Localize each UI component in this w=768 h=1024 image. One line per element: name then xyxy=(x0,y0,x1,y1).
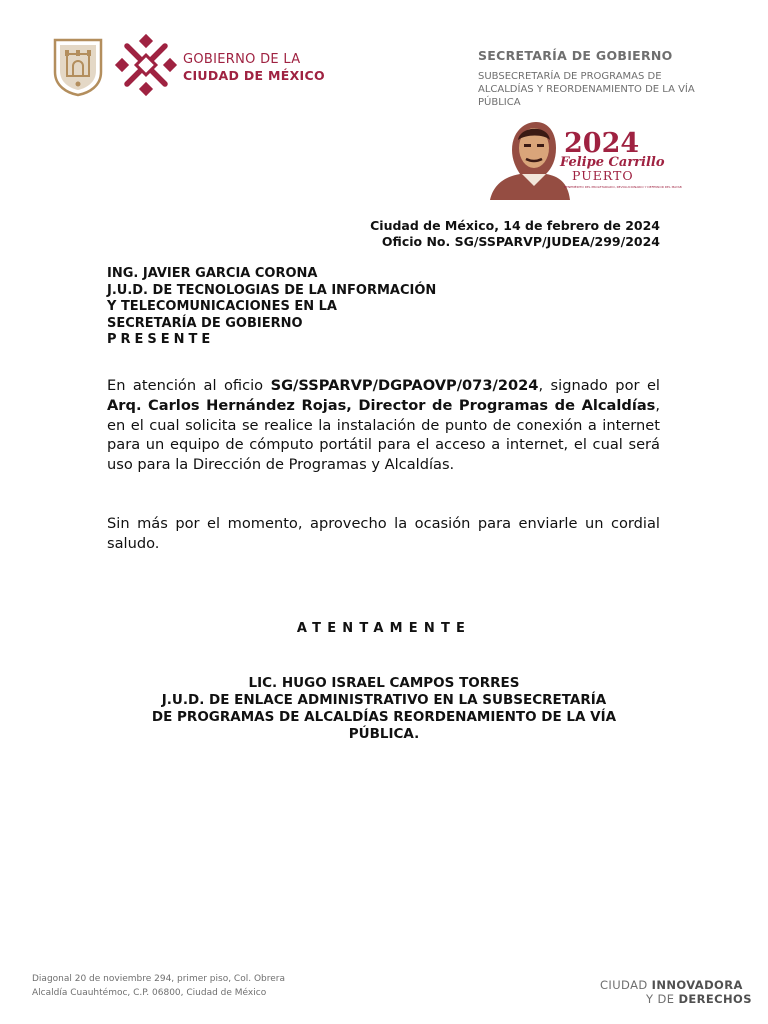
portrait-illustration xyxy=(490,122,570,200)
gobierno-line2: CIUDAD DE MÉXICO xyxy=(183,68,325,83)
p1-oficio-reference: SG/SSPARVP/DGPAOVP/073/2024 xyxy=(270,377,539,394)
felipe-carrillo-puerto-2024-emblem xyxy=(486,120,682,202)
gobierno-line1: GOBIERNO DE LA xyxy=(183,52,301,67)
footer-slogan xyxy=(600,978,752,1006)
slogan-word-derechos: DERECHOS xyxy=(678,992,752,1006)
body-paragraph-1 xyxy=(107,376,660,475)
signer-title-3: PÚBLICA. xyxy=(348,726,420,742)
gobierno-name xyxy=(183,52,325,84)
addressee-title-3: SECRETARÍA DE GOBIERNO xyxy=(107,315,303,331)
p1-text-a: En atención al oficio xyxy=(107,377,271,394)
p1-text-b: , signado por el xyxy=(538,377,660,394)
emblem-year: 2024 xyxy=(564,128,640,159)
addressee-name: ING. JAVIER GARCIA CORONA xyxy=(107,266,318,281)
secretaria-heading: SECRETARÍA DE GOBIERNO xyxy=(478,48,673,63)
date-line: Ciudad de México, 14 de febrero de 2024 xyxy=(370,218,660,233)
atentamente-label: ATENTAMENTE xyxy=(296,621,472,636)
footer-address-line2: Alcaldía Cuauhtémoc, C.P. 06800, Ciudad de México xyxy=(32,988,267,998)
addressee-title-2: Y TELECOMUNICACIONES EN LA xyxy=(107,299,337,314)
body-paragraph-2: Sin más por el momento, aprovecho la ocasión para enviarle un cordial saludo. xyxy=(107,515,660,552)
signer-title-2: DE PROGRAMAS DE ALCALDÍAS REORDENAMIENTO DE LA VÍA xyxy=(151,709,617,725)
signer-block xyxy=(0,675,768,743)
oficio-number: Oficio No. SG/SSPARVP/JUDEA/299/2024 xyxy=(381,234,660,249)
footer-address xyxy=(32,972,285,1000)
p1-text-c: , en el cual solicita se realice la instalación de punto de conexión a internet para un equipo de cómputo portátil para el acceso a internet, el cual será uso para la Dirección de Programas y Alcaldías. xyxy=(107,396,660,474)
emblem-name1: Felipe Carrillo xyxy=(560,155,665,170)
subsecretaria-heading: SUBSECRETARÍA DE PROGRAMAS DE ALCALDÍAS Y REORDENAMIENTO DE LA VÍA PÚBLICA xyxy=(478,71,695,108)
footer-address-line1: Diagonal 20 de noviembre 294, primer piso, Col. Obrera xyxy=(32,974,285,984)
slogan-word-y-de: Y DE xyxy=(646,992,679,1006)
addressee-title-1: J.U.D. DE TECNOLOGIAS DE LA INFORMACIÓN xyxy=(107,282,437,298)
emblem-tagline: BENEMÉRITO DEL PROLETARIADO, REVOLUCIONARIO Y DEFENSOR DEL MAYAB xyxy=(564,185,682,189)
signer-title-1: J.U.D. DE ENLACE ADMINISTRATIVO EN LA SUBSECRETARÍA xyxy=(161,692,607,708)
addressee-block xyxy=(107,266,436,349)
signer-name: LIC. HUGO ISRAEL CAMPOS TORRES xyxy=(248,675,520,691)
cdmx-shield-logo xyxy=(53,38,103,96)
emblem-name2: PUERTO xyxy=(572,168,634,183)
presente-label: PRESENTE xyxy=(107,332,215,347)
slogan-word-innovadora: INNOVADORA xyxy=(651,978,743,992)
date-block xyxy=(370,218,660,250)
p1-director-name: Arq. Carlos Hernández Rojas, Director de Programas de Alcaldías xyxy=(107,396,656,414)
slogan-word-ciudad: CIUDAD xyxy=(600,978,652,992)
cdmx-mark-logo xyxy=(117,36,175,94)
